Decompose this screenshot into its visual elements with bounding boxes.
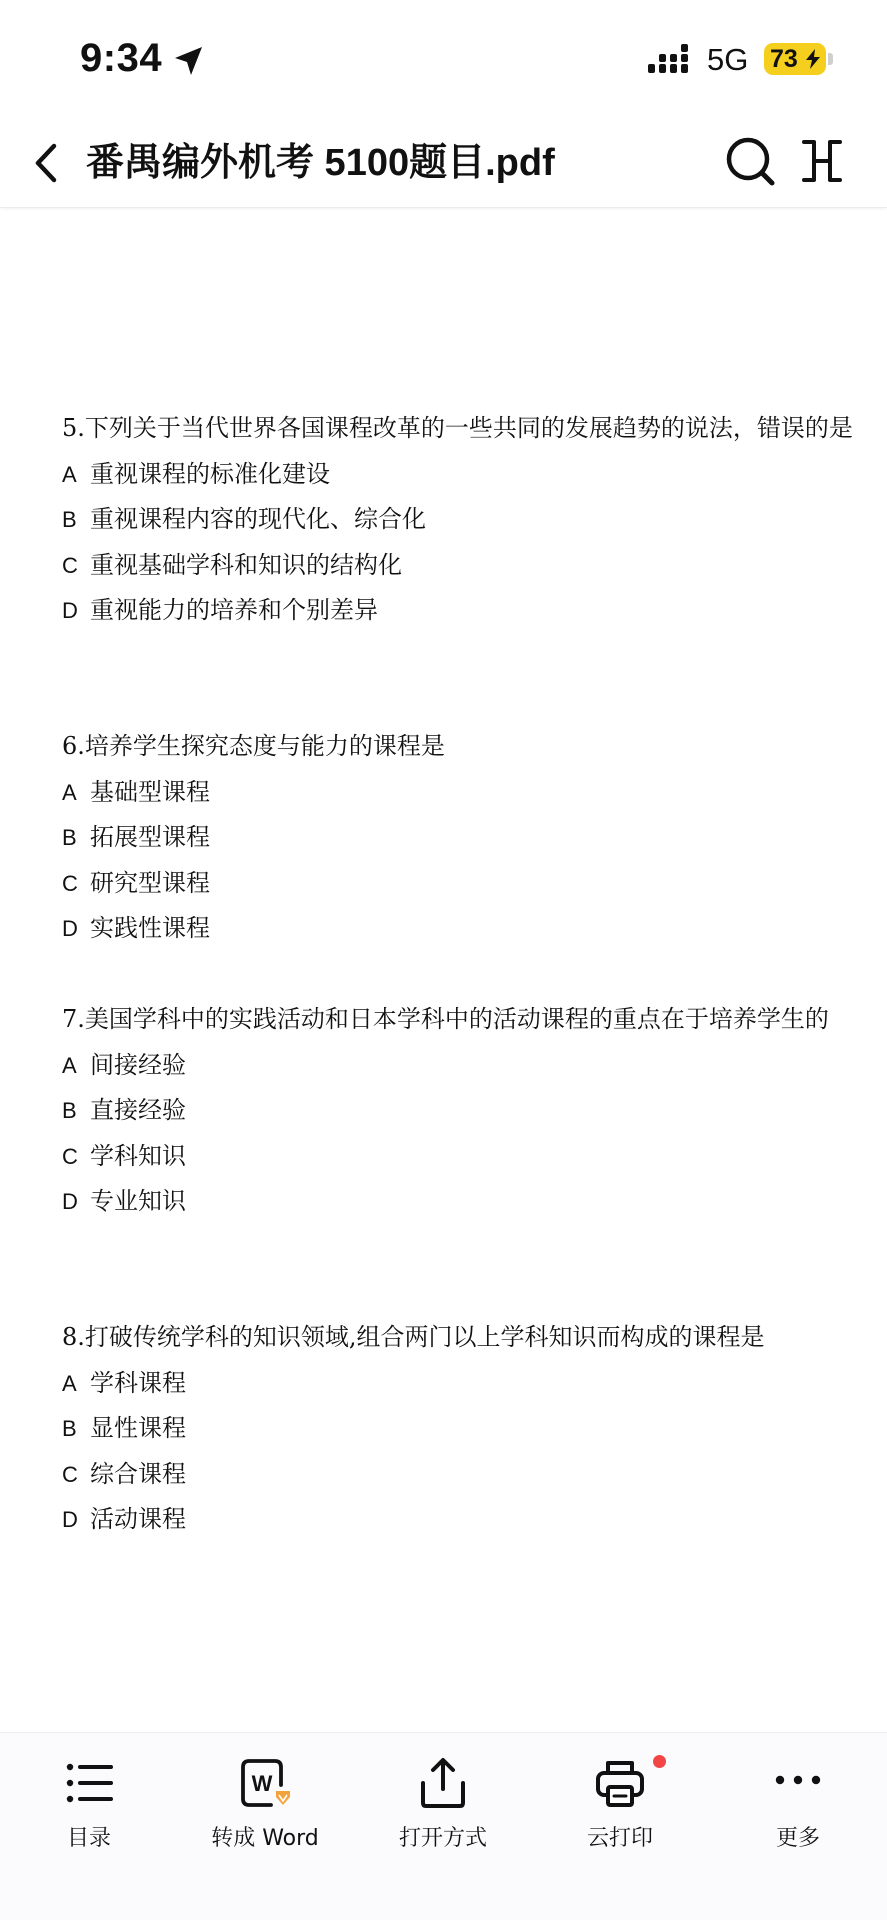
question-stem: 5.下列关于当代世界各国课程改革的一些共同的发展趋势的说法，错误的是: [62, 414, 853, 442]
list-icon: [61, 1755, 117, 1811]
option-text: 学科知识: [90, 1141, 186, 1170]
charging-bolt-icon: [805, 49, 821, 69]
pdf-page[interactable]: [0, 210, 887, 1730]
status-bar: [0, 0, 887, 118]
question-7: [62, 997, 862, 1225]
option-a: [62, 1361, 862, 1407]
option-text: 间接经验: [90, 1050, 186, 1079]
option-b: [62, 1088, 862, 1134]
question-stem: 8.打破传统学科的知识领域,组合两门以上学科知识而构成的课程是: [62, 1323, 765, 1351]
option-letter: A: [62, 461, 77, 487]
option-text: 直接经验: [90, 1096, 186, 1124]
printer-icon: [592, 1755, 648, 1811]
network-type: 5G: [707, 42, 749, 77]
battery-indicator: [764, 43, 826, 75]
option-b: [62, 1406, 862, 1452]
cloud-print-label: 云打印: [586, 1826, 653, 1851]
nav-bar: [0, 118, 887, 208]
open-with-button[interactable]: [358, 1743, 528, 1893]
option-a: [62, 452, 862, 498]
location-arrow-icon: [172, 44, 206, 78]
option-text: 实践性课程: [90, 914, 210, 942]
more-icon: [770, 1755, 826, 1811]
option-d: [62, 906, 862, 952]
option-a: [62, 1043, 862, 1089]
option-c: [62, 1134, 862, 1180]
option-text: 显性课程: [90, 1414, 186, 1442]
option-letter: D: [62, 598, 78, 623]
question-6: [62, 724, 862, 952]
option-letter: A: [62, 1052, 77, 1078]
option-text: 活动课程: [90, 1505, 186, 1533]
toc-label: 目录: [66, 1826, 111, 1851]
search-icon[interactable]: [722, 132, 778, 190]
option-text: 重视能力的培养和个别差异: [90, 596, 378, 624]
option-c: [62, 1452, 862, 1498]
chevron-left-icon[interactable]: [24, 136, 70, 190]
option-text: 综合课程: [90, 1459, 186, 1488]
word-convert-icon: [237, 1755, 293, 1811]
option-c: [62, 543, 862, 589]
cloud-print-button[interactable]: [535, 1743, 705, 1893]
share-icon: [415, 1755, 471, 1811]
question-stem: 7.美国学科中的实践活动和日本学科中的活动课程的重点在于培养学生的: [62, 1005, 829, 1033]
option-d: [62, 1497, 862, 1543]
option-text: 学科课程: [90, 1368, 186, 1397]
option-letter: C: [62, 870, 78, 896]
more-label: 更多: [775, 1826, 820, 1851]
option-c: [62, 861, 862, 907]
battery-cap: [828, 53, 833, 65]
option-b: [62, 815, 862, 861]
option-letter: A: [62, 779, 77, 805]
option-letter: C: [62, 1143, 78, 1169]
expand-icon[interactable]: [796, 132, 848, 190]
option-letter: B: [62, 1416, 77, 1441]
option-letter: D: [62, 916, 78, 941]
option-letter: B: [62, 825, 77, 850]
toc-button[interactable]: [4, 1743, 174, 1893]
option-text: 基础型课程: [90, 777, 210, 806]
option-d: [62, 1179, 862, 1225]
option-letter: D: [62, 1507, 78, 1532]
option-letter: A: [62, 1370, 77, 1396]
option-text: 专业知识: [90, 1187, 186, 1215]
svg-text:W: W: [251, 1771, 273, 1796]
question-stem: 6.培养学生探究态度与能力的课程是: [62, 732, 445, 760]
question-5: [62, 406, 862, 634]
open-with-label: 打开方式: [398, 1826, 487, 1851]
option-letter: C: [62, 1461, 78, 1487]
option-text: 拓展型课程: [90, 823, 210, 851]
option-text: 重视课程的标准化建设: [90, 459, 330, 488]
notification-dot: [653, 1755, 666, 1768]
option-text: 重视基础学科和知识的结构化: [90, 550, 402, 579]
battery-level: 73: [770, 45, 798, 73]
convert-word-label: 转成 Word: [211, 1826, 319, 1851]
question-8: [62, 1315, 862, 1543]
more-button[interactable]: [713, 1743, 883, 1893]
option-b: [62, 497, 862, 543]
option-letter: C: [62, 552, 78, 578]
option-letter: B: [62, 507, 77, 532]
status-time: 9:34: [80, 36, 163, 80]
bottom-toolbar: [0, 1732, 887, 1920]
option-letter: D: [62, 1189, 78, 1214]
convert-word-button[interactable]: [180, 1743, 350, 1893]
option-d: [62, 588, 862, 634]
option-text: 研究型课程: [90, 868, 210, 897]
option-a: [62, 770, 862, 816]
option-letter: B: [62, 1098, 77, 1123]
document-title: 番禺编外机考 5100题目.pdf: [86, 142, 555, 184]
option-text: 重视课程内容的现代化、综合化: [90, 505, 426, 533]
signal-icon: [648, 44, 694, 76]
